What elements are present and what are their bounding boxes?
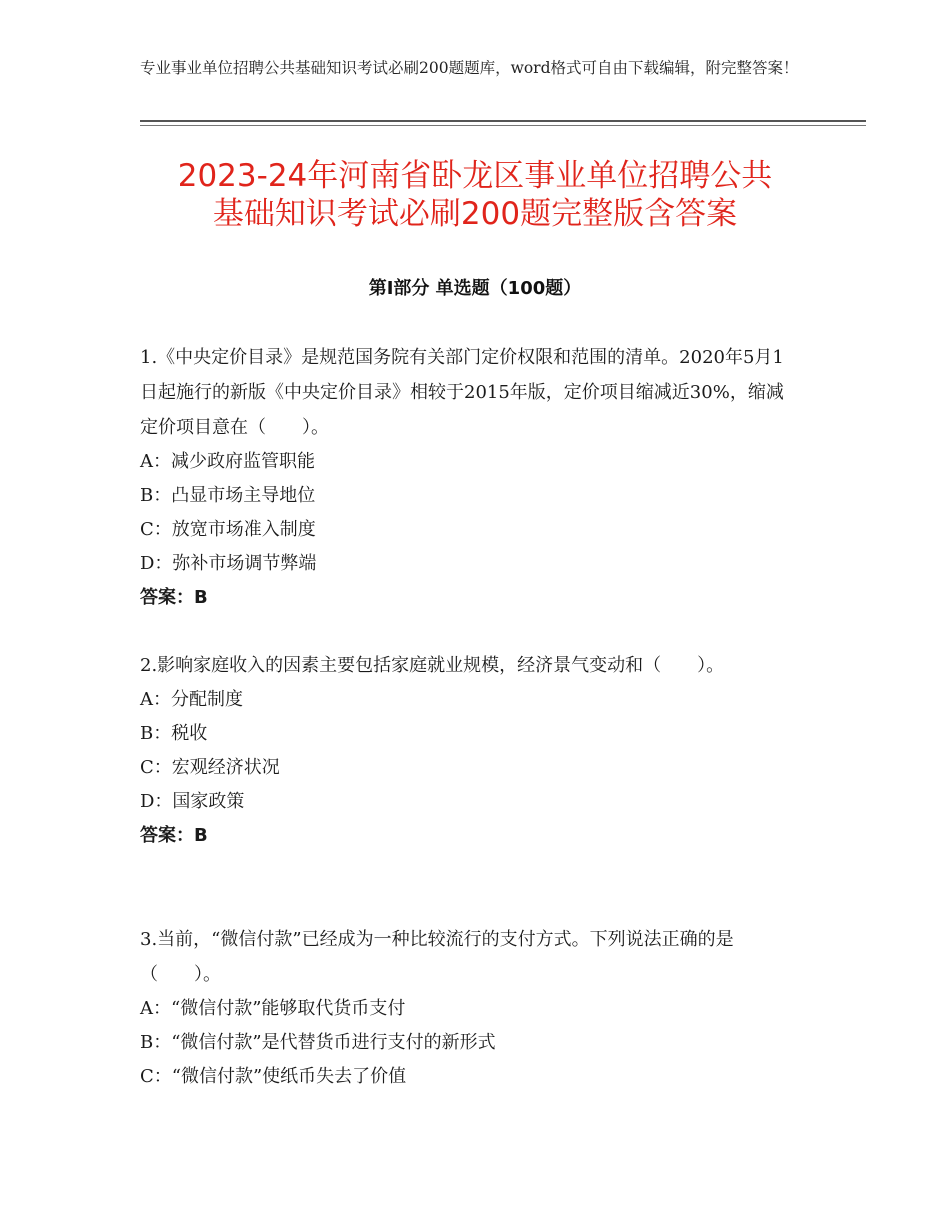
question-2 bbox=[140, 648, 800, 853]
header-rule-thick bbox=[140, 120, 866, 122]
answer: 答案：B bbox=[140, 587, 208, 608]
question-stem: 3.当前，“微信付款”已经成为一种比较流行的支付方式。下列说法正确的是（ ）。 bbox=[140, 929, 734, 985]
document-title bbox=[100, 157, 850, 233]
question-stem: 1.《中央定价目录》是规范国务院有关部门定价权限和范围的清单。2020年5月1日起施行的新版《中央定价目录》相较于2015年版，定价项目缩减近30%，缩减定价项目意在（ ）。 bbox=[140, 347, 784, 438]
option-c: C：放宽市场准入制度 bbox=[140, 519, 316, 540]
option-b: B：凸显市场主导地位 bbox=[140, 485, 316, 506]
option-c: C：宏观经济状况 bbox=[140, 757, 280, 778]
option-d: D：弥补市场调节弊端 bbox=[140, 553, 317, 574]
answer: 答案：B bbox=[140, 825, 208, 846]
document-title-line1: 2023-24年河南省卧龙区事业单位招聘公共 bbox=[177, 158, 773, 194]
question-1 bbox=[140, 340, 800, 615]
header-rule-thin bbox=[140, 125, 866, 126]
option-a: A：“微信付款”能够取代货币支付 bbox=[140, 998, 406, 1019]
document-title-line2: 基础知识考试必刷200题完整版含答案 bbox=[212, 196, 738, 232]
header-note: 专业事业单位招聘公共基础知识考试必刷200题题库，word格式可自由下载编辑，附完整答案！ bbox=[140, 59, 799, 77]
option-a: A：分配制度 bbox=[140, 689, 243, 710]
option-b: B：税收 bbox=[140, 723, 208, 744]
option-c: C：“微信付款”使纸币失去了价值 bbox=[140, 1066, 407, 1087]
option-d: D：国家政策 bbox=[140, 791, 245, 812]
section-title: 第Ⅰ部分 单选题（100题） bbox=[368, 278, 582, 299]
option-b: B：“微信付款”是代替货币进行支付的新形式 bbox=[140, 1032, 496, 1053]
question-3 bbox=[140, 922, 800, 1094]
question-stem: 2.影响家庭收入的因素主要包括家庭就业规模，经济景气变动和（ ）。 bbox=[140, 655, 725, 676]
option-a: A：减少政府监管职能 bbox=[140, 451, 315, 472]
